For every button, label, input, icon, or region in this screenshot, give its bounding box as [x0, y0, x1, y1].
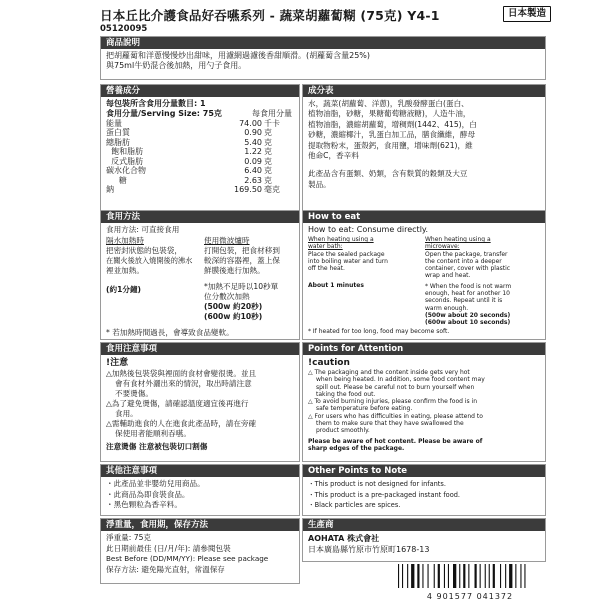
- caution-en-line: product smoothly.: [316, 427, 370, 435]
- barcode-bar: [398, 564, 399, 588]
- description-line: 把胡蘿蔔和洋蔥慢慢炒出甜味，用濾網過濾後香甜順滑。(胡蘿蔔含量25%): [106, 51, 371, 60]
- nutrition-heading: 營養成分: [101, 85, 299, 97]
- caution-zh-line: △需輔助進食的人在進食此產品時，請在旁確: [106, 419, 257, 428]
- barcode-number: 4 901577 041372: [426, 592, 514, 601]
- caution-zh-line: 食用。: [115, 409, 138, 418]
- storage-heading: 淨重量，食用期，保存方法: [101, 519, 299, 531]
- nutrient-unit: 毫克: [264, 185, 280, 194]
- allergen-line: 此產品含有蛋類、奶類，含有麩質的穀類及大豆: [308, 169, 468, 179]
- nutrient-name: 能量: [106, 118, 122, 128]
- nutrient-unit: 克: [264, 137, 272, 147]
- barcode-bar: [524, 564, 525, 588]
- nutrition-row: [106, 128, 294, 138]
- microwave-en-note: * When the food is not warm: [425, 282, 512, 290]
- other-zh-heading: 其他注意事項: [101, 465, 299, 477]
- usage-en-footnote: * If heated for too long, food may become soft.: [308, 328, 450, 335]
- barcode-bar: [485, 564, 486, 588]
- microwave-time: (600w 約10秒): [204, 312, 263, 321]
- manufacturer-name: AOHATA 株式會社: [308, 534, 380, 543]
- boil-en-line: Place the sealed package: [308, 250, 385, 258]
- caution-zh-section: [100, 342, 300, 462]
- serving-size: 食用分量/Serving Size: 75克: [106, 108, 222, 118]
- caution-zh-line: 不要燙傷。: [115, 389, 153, 398]
- ingredients-line: 砂糖，濃縮椰汁，乳蛋白加工品，膳食纖維，酵母: [308, 130, 476, 140]
- caution-en-line: safe temperature before eating.: [316, 405, 413, 413]
- caution-en-line: △ To avoid burning injuries, please confirm the food is in: [308, 398, 478, 406]
- other-zh-item: ・此商品為即食裝食品。: [106, 489, 190, 499]
- nutrient-name: 鈉: [106, 185, 114, 194]
- other-en-body: [303, 477, 545, 513]
- ingredients-line: 植物油脂，濃縮胡蘿蔔，增稠劑(1442、415)，白: [308, 119, 477, 129]
- boil-en-title: water bath:: [308, 243, 343, 251]
- other-en-section: [302, 464, 546, 516]
- other-zh-section: [100, 464, 300, 516]
- usage-zh-section: [100, 210, 300, 340]
- nutrient-value: 1.22: [244, 147, 262, 156]
- microwave-en-note: warm enough.: [425, 304, 469, 312]
- usage-zh-boil: [106, 236, 202, 295]
- nutrient-unit: 克: [264, 128, 272, 137]
- caution-en-line: △ The packaging and the content inside gets very hot: [308, 369, 470, 376]
- caution-en-bottom: Please be aware of hot content. Please be aware of: [308, 437, 483, 445]
- product-title: 日本丘比介護食品好吞嚥系列 - 蔬菜胡蘿蔔糊 (75克) Y4-1: [100, 8, 440, 23]
- barcode-bar: [480, 564, 481, 588]
- nutrient-name: 反式脂肪: [106, 156, 144, 166]
- nutrient-unit: 克: [264, 175, 272, 185]
- other-en-item: ・This product is not designed for infants.: [308, 480, 446, 488]
- product-description-heading: 商品說明: [101, 37, 545, 49]
- barcode-bars: [394, 564, 546, 588]
- nutrient-name: 糖: [106, 175, 127, 185]
- microwave-time: (500w 約20秒): [204, 302, 263, 311]
- boil-line: 把密封狀態的包裝袋，: [106, 246, 182, 255]
- other-zh-item: ・黑色顆粒為香辛料。: [106, 500, 182, 509]
- boil-time: (約1分鐘): [106, 285, 142, 294]
- product-description-text: [101, 49, 545, 73]
- caution-zh-line: △加熱後包裝袋與裡面的食材會變很燙。並且: [106, 369, 257, 378]
- boil-line: 裡並加熱。: [106, 266, 144, 275]
- manufacturer-address: 日本廣島縣竹原市竹原町1678-13: [308, 545, 430, 554]
- ingredients-text: [303, 97, 545, 192]
- barcode-bar: [489, 564, 490, 588]
- nutrient-unit: 千卡: [264, 118, 280, 128]
- microwave-line: 較深的容器裡，蓋上保: [204, 256, 280, 265]
- barcode-bar: [428, 564, 429, 588]
- barcode-bar: [520, 564, 521, 588]
- barcode-bar: [459, 564, 460, 588]
- usage-zh-microwave: [204, 236, 296, 322]
- microwave-title: 使用微波爐時: [204, 236, 250, 245]
- usage-en-microwave: [425, 236, 543, 327]
- nutrition-row: [106, 166, 294, 176]
- ingredients-line: 提取物粉末，蛋殼鈣，食用鹽，增味劑(621)，維: [308, 140, 473, 150]
- nutrition-row: [106, 176, 294, 186]
- nutrient-unit: 克: [264, 156, 272, 166]
- caution-en-body: [303, 355, 545, 454]
- nutrient-name: 碳水化合物: [106, 166, 146, 175]
- servings-per-package: 每包裝所含食用分量數目: 1: [106, 99, 206, 108]
- nutrient-value: 74.00: [239, 118, 262, 128]
- caution-en-line: when being heated. In addition, some food content may: [316, 376, 485, 384]
- nutrient-value: 169.50: [234, 185, 262, 194]
- barcode-bar: [509, 564, 512, 588]
- boil-title: 隔水加熱時: [106, 236, 144, 245]
- microwave-en-line: the content into a deeper: [425, 257, 502, 265]
- nutrition-row: [106, 147, 294, 157]
- microwave-en-title: microwave:: [425, 243, 460, 251]
- boil-line: 在關火後放入燒開後的沸水: [106, 256, 193, 265]
- product-description-section: [100, 36, 546, 80]
- caution-zh-bottom: 注意燙傷 注意被包裝切口割傷: [106, 442, 208, 451]
- usage-en-body: [303, 223, 545, 341]
- other-en-item: ・Black particles are spices.: [308, 501, 401, 509]
- nutrition-section: [100, 84, 300, 212]
- nutrient-name: 飽和脂肪: [106, 147, 144, 156]
- storage-line: 淨重量: 75克: [106, 533, 152, 542]
- storage-section: [100, 518, 300, 584]
- barcode-bar: [448, 564, 449, 588]
- made-in-badge: 日本製造: [503, 6, 551, 22]
- barcode: [394, 564, 546, 601]
- manufacturer-section: [302, 518, 546, 562]
- microwave-en-time: (500w about 20 seconds): [425, 311, 511, 319]
- manufacturer-heading: 生產商: [303, 519, 545, 531]
- caution-en-line: them to make sure that they have swallowed the: [316, 420, 464, 428]
- caution-en-section: [302, 342, 546, 462]
- ingredients-section: [302, 84, 546, 212]
- usage-en-heading: How to eat: [303, 211, 545, 223]
- boil-en-line: off the heat.: [308, 265, 345, 273]
- usage-en-intro: How to eat: Consume directly.: [308, 225, 429, 234]
- nutrition-row: [106, 138, 294, 148]
- barcode-bar: [402, 564, 403, 588]
- microwave-en-line: container, cover with plastic: [425, 265, 511, 273]
- caution-zh-body: [101, 355, 299, 454]
- storage-line: 此日期前最佳 (日/月/年): 請參閱包裝: [106, 543, 231, 553]
- other-en-item: ・This product is a pre-packaged instant food.: [308, 490, 461, 499]
- usage-zh-heading: 食用方法: [101, 211, 299, 223]
- usage-en-section: [302, 210, 546, 340]
- nutrient-value: 2.63: [244, 175, 262, 185]
- caution-zh-line: △為了避免燙傷，請確認溫度適宜後再進行: [106, 399, 249, 408]
- barcode-bar: [515, 564, 516, 588]
- nutrition-table: [101, 97, 299, 197]
- barcode-bar: [453, 564, 456, 588]
- storage-body: [101, 531, 299, 577]
- nutrition-row: [106, 157, 294, 167]
- nutrient-value: 6.40: [244, 166, 262, 175]
- nutrient-name: 總脂肪: [106, 137, 130, 147]
- barcode-bar: [444, 564, 445, 588]
- barcode-bar: [463, 564, 465, 588]
- caution-en-heading: Points for Attention: [303, 343, 545, 355]
- nutrient-value: 5.40: [244, 137, 262, 147]
- barcode-bar: [407, 564, 408, 588]
- usage-zh-footnote: * 若加熱時間過長，會導致食品變軟。: [106, 328, 234, 337]
- nutrient-name: 蛋白質: [106, 128, 130, 137]
- nutrition-row: [106, 185, 294, 195]
- caution-en-line: spill out. Please be careful not to burn yourself when: [316, 383, 475, 391]
- microwave-note: 位分數次加熱: [204, 292, 250, 301]
- microwave-en-note: enough, heat for another 10: [425, 290, 510, 298]
- caution-zh-line: 保使用者能順利吞嚥。: [115, 429, 191, 438]
- barcode-bar: [475, 564, 477, 588]
- other-en-heading: Other Points to Note: [303, 465, 545, 477]
- microwave-note: *加熱不足時以10秒單: [204, 282, 279, 291]
- barcode-bar: [438, 564, 440, 588]
- ingredients-line: 植物油脂，砂糖，果糖葡萄糖液糖)，人造牛油，: [308, 109, 471, 119]
- caution-en-bottom: sharp edges of the package.: [308, 444, 405, 452]
- barcode-bar: [417, 564, 419, 588]
- microwave-en-note: seconds. Repeat until it is: [425, 297, 503, 305]
- manufacturer-body: [303, 531, 545, 557]
- caution-zh-line: 會有食材外灑出來的情況，取出時請注意: [115, 379, 252, 388]
- boil-en-line: into boiling water and turn: [308, 257, 388, 265]
- ingredients-line: 他命C，香辛料: [308, 151, 359, 161]
- usage-en-boil: [308, 236, 420, 290]
- nutrition-row: [106, 119, 294, 129]
- microwave-en-line: wrap and heat.: [425, 272, 471, 280]
- barcode-bar: [493, 564, 495, 588]
- product-code: 05120095: [100, 24, 148, 34]
- nutrient-value: 0.09: [244, 156, 262, 166]
- description-line: 與75ml牛奶混合後加熱，用勺子食用。: [106, 61, 247, 70]
- ingredients-heading: 成分表: [303, 85, 545, 97]
- nutrient-unit: 克: [264, 166, 272, 175]
- barcode-bar: [468, 564, 469, 588]
- caution-en-line: △ For users who has difficulties in eating, please attend to: [308, 412, 483, 420]
- allergen-line: 製品。: [308, 179, 331, 189]
- caution-en-title: !caution: [308, 358, 350, 368]
- nutrient-value: 0.90: [244, 128, 262, 137]
- ingredients-line: 水，蔬菜(胡蘿蔔、洋蔥)，乳酸發酵蛋白(蛋白、: [308, 99, 469, 108]
- microwave-en-line: Open the package, transfer: [425, 250, 508, 258]
- per-serving-label: 每食用分量: [252, 108, 292, 118]
- microwave-en-time: (600w about 10 seconds): [425, 319, 511, 327]
- boil-en-time: About 1 minutes: [308, 282, 364, 290]
- usage-zh-body: [101, 223, 299, 341]
- nutrition-rows: [106, 119, 294, 195]
- storage-line: 保存方法: 避免陽光直射，常溫保存: [106, 564, 225, 574]
- barcode-bar: [411, 564, 414, 588]
- barcode-bar: [505, 564, 506, 588]
- microwave-line: 鮮膜後進行加熱。: [204, 266, 265, 275]
- microwave-line: 打開包裝，把食材移到: [204, 246, 280, 255]
- boil-en-title: When heating using a: [308, 236, 374, 243]
- barcode-bar: [500, 564, 501, 588]
- nutrient-unit: 克: [264, 147, 272, 156]
- barcode-bar: [434, 564, 435, 588]
- other-zh-body: [101, 477, 299, 513]
- usage-zh-intro: 食用方法: 可直接食用: [106, 225, 180, 234]
- storage-line: Best Before (DD/MM/YY): Please see package: [106, 554, 269, 563]
- caution-en-line: taking the food out.: [316, 390, 376, 398]
- caution-zh-heading: 食用注意事項: [101, 343, 299, 355]
- caution-zh-title: !注意: [106, 358, 129, 368]
- microwave-en-title: When heating using a: [425, 236, 491, 243]
- other-zh-item: ・此產品並非嬰幼兒用商品。: [106, 479, 205, 488]
- barcode-bar: [422, 564, 423, 588]
